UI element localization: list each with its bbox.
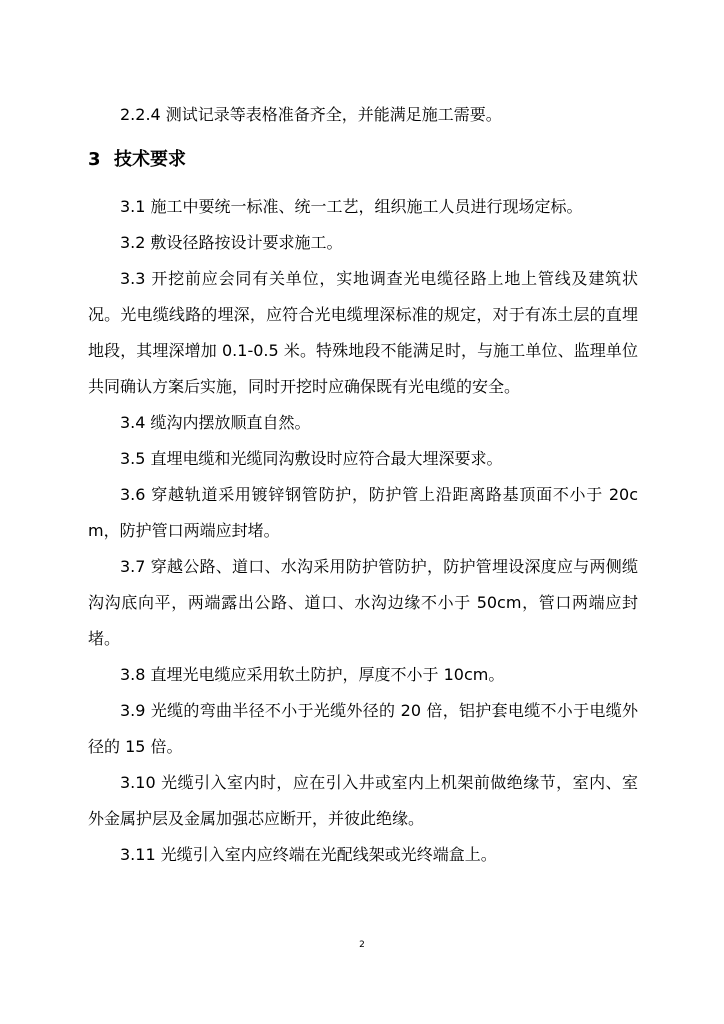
paragraph-3-3: 3.3 开挖前应会同有关单位，实地调查光电缆径路上地上管线及建筑状况。光电缆线路的埋深，应符合光电缆埋深标准的规定，对于有冻土层的直埋地段，其埋深增加 0.1-0.5 米。特殊地段不能满足时，与施工单位、监理单位共同确认方案后实施，同时开挖时应确保既有光电缆的安全。	[88, 269, 638, 396]
paragraph-3-4: 3.4 缆沟内摆放顺直自然。	[120, 413, 311, 432]
document-body	[88, 97, 638, 873]
paragraph-3-7: 3.7 穿越公路、道口、水沟采用防护管防护，防护管埋设深度应与两侧缆沟沟底向平，两端露出公路、道口、水沟边缘不小于 50cm，管口两端应封堵。	[88, 557, 638, 648]
paragraph-2-2-4: 2.2.4 测试记录等表格准备齐全，并能满足施工需要。	[120, 105, 502, 124]
paragraph-3-11: 3.11 光缆引入室内应终端在光配线架或光终端盒上。	[120, 845, 497, 864]
paragraph-3-8: 3.8 直埋光电缆应采用软土防护，厚度不小于 10cm。	[120, 665, 505, 684]
section-heading	[88, 137, 638, 183]
paragraph-3-9: 3.9 光缆的弯曲半径不小于光缆外径的 20 倍，铝护套电缆不小于电缆外径的 15 倍。	[88, 701, 638, 756]
paragraph-3-6: 3.6 穿越轨道采用镀锌钢管防护，防护管上沿距离路基顶面不小于 20cm，防护管口两端应封堵。	[88, 485, 638, 540]
paragraph-3-10: 3.10 光缆引入室内时，应在引入井或室内上机架前做绝缘节，室内、室外金属护层及金属加强芯应断开，并彼此绝缘。	[88, 773, 638, 828]
paragraph-3-2: 3.2 敷设径路按设计要求施工。	[120, 233, 343, 252]
section-title: 技术要求	[114, 149, 186, 170]
section-number: 3	[88, 149, 101, 170]
paragraph-3-1: 3.1 施工中要统一标准、统一工艺，组织施工人员进行现场定标。	[120, 197, 583, 216]
page-number: 2	[359, 940, 365, 950]
paragraph-3-5: 3.5 直埋电缆和光缆同沟敷设时应符合最大埋深要求。	[120, 449, 503, 468]
